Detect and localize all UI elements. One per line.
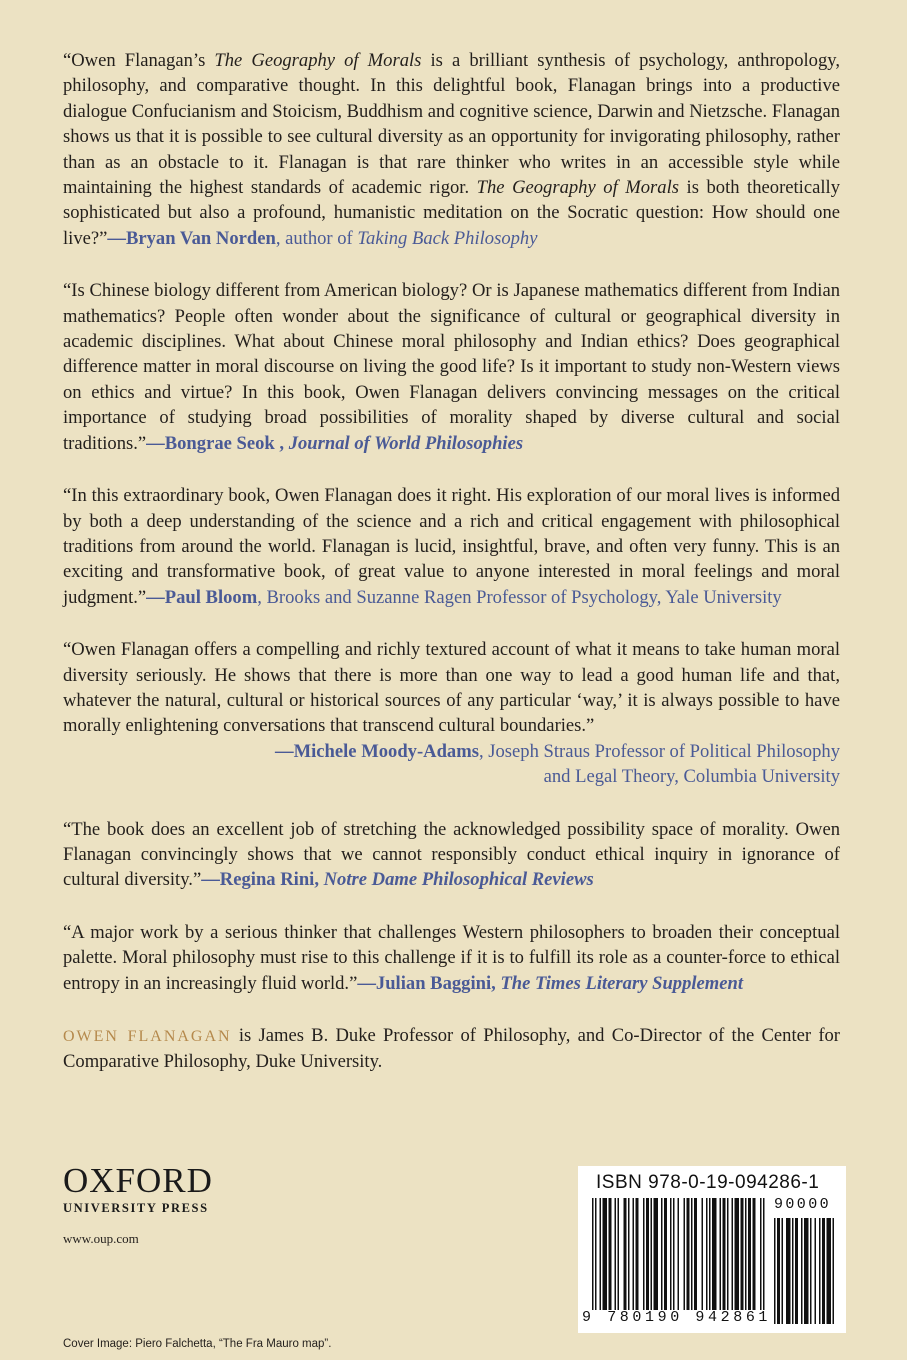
barcode-bar bbox=[654, 1198, 659, 1310]
quote-attribution: —Bryan Van Norden, author of Taking Back Philosophy bbox=[107, 227, 538, 249]
barcode-addon-bar bbox=[822, 1218, 825, 1324]
barcode-bar bbox=[670, 1198, 672, 1310]
barcode-bar bbox=[592, 1198, 594, 1310]
barcode-bar bbox=[636, 1198, 639, 1310]
barcode-bar bbox=[595, 1198, 597, 1310]
barcode-bar bbox=[720, 1198, 722, 1310]
barcode-addon-bar bbox=[786, 1218, 791, 1324]
blurbs-section bbox=[63, 48, 840, 1093]
publisher-name: OXFORD bbox=[63, 1161, 213, 1200]
barcode-addon-bar bbox=[774, 1218, 776, 1324]
barcode-bar bbox=[609, 1198, 612, 1310]
quote-attribution: —Paul Bloom, Brooks and Suzanne Ragen Professor of Psychology, Yale University bbox=[146, 586, 782, 608]
barcode-addon-bar bbox=[795, 1218, 798, 1324]
barcode-bar bbox=[732, 1198, 734, 1310]
barcode-bar bbox=[760, 1198, 762, 1310]
barcode-bar bbox=[691, 1198, 693, 1310]
barcode-bar bbox=[633, 1198, 635, 1310]
quote-attribution: —Bongrae Seok , Journal of World Philosophies bbox=[146, 432, 524, 454]
review-quote-5: “The book does an excellent job of stretching the acknowledged possibility space of morality. Owen Flanagan convincingly shows that we cannot responsibly conduct ethical inquiry in ignorance of cultural diversity.”—Regina Rini, Notre Dame Philosophical Reviews bbox=[63, 818, 840, 891]
isbn-number: ISBN 978-0-19-094286-1 bbox=[596, 1172, 820, 1193]
barcode-addon-bar bbox=[827, 1218, 832, 1324]
barcode-bar bbox=[628, 1198, 630, 1310]
quote-attribution: —Regina Rini, Notre Dame Philosophical Reviews bbox=[201, 869, 594, 891]
review-quote-2: “Is Chinese biology different from American biology? Or is Japanese mathematics different from Indian mathematics? People often wonder about the significance of cultural or geographical diversity in academic disciplines. What about Chinese moral philosophy and Indian ethics? Does geographical difference matter in moral discourse on living the good life? Is it important to study non-Western views on ethics and virtue? In this book, Owen Flanagan delivers convincing messages on the critical importance of studying broad possibilities of morality shaped by diverse cultural and social traditions.”—Bongrae Seok , Journal of World Philosophies bbox=[63, 280, 840, 454]
barcode-bar bbox=[753, 1198, 756, 1310]
barcode-bar bbox=[673, 1198, 675, 1310]
barcode-bar bbox=[727, 1198, 729, 1310]
barcode-addon-bar bbox=[810, 1218, 812, 1324]
barcode-bar bbox=[763, 1198, 765, 1310]
barcode-bar bbox=[603, 1198, 608, 1310]
barcode-bar bbox=[694, 1198, 697, 1310]
cover-image-credit: Cover Image: Piero Falchetta, “The Fra Mauro map”. bbox=[63, 1338, 332, 1350]
barcode-digits: 9 780190 942861 bbox=[582, 1309, 772, 1326]
barcode-bar bbox=[741, 1198, 744, 1310]
barcode-bar bbox=[706, 1198, 708, 1310]
review-quote-4: “Owen Flanagan offers a compelling and richly textured account of what it means to take human moral diversity seriously. He shows that there is more than one way to lead a good human life and that, whatever the natural, cultural or historical sources of any particular ‘way,’ it is always possible to have morally enlightening conversations that transcend cultural boundaries.” —Michele Moody-Adams, Joseph Straus Professor of Political Philosophy and Legal Theory, Columbia University bbox=[63, 637, 840, 789]
publisher-url: www.oup.com bbox=[63, 1231, 139, 1246]
barcode-bar bbox=[651, 1198, 653, 1310]
barcode-addon-bar bbox=[782, 1218, 784, 1324]
quote-attribution: —Michele Moody-Adams, Joseph Straus Professor of Political Philosophy and Legal Theory, Columbia University bbox=[274, 740, 840, 788]
publisher-logo bbox=[63, 1163, 213, 1216]
barcode-addon-bar bbox=[777, 1218, 780, 1324]
barcode-bar bbox=[709, 1198, 711, 1310]
barcode-bar bbox=[643, 1198, 645, 1310]
barcode-bar bbox=[684, 1198, 686, 1310]
barcode-addon-bar bbox=[792, 1218, 794, 1324]
barcode-bar bbox=[723, 1198, 726, 1310]
barcode-bar bbox=[646, 1198, 649, 1310]
barcode-bar bbox=[678, 1198, 680, 1310]
barcode-bar bbox=[664, 1198, 667, 1310]
publisher-subtitle: UNIVERSITY PRESS bbox=[63, 1201, 209, 1215]
barcode-addon-bar bbox=[833, 1218, 835, 1324]
review-quote-6: “A major work by a serious thinker that challenges Western philosophers to broaden their conceptual palette. Moral philosophy must rise to this challenge if it is to fulfill its role as a counter-force to ethical entropy in an increasingly fluid world.”—Julian Baggini, The Times Literary Supplement bbox=[63, 921, 840, 994]
barcode-bar bbox=[745, 1198, 747, 1310]
barcode-bar bbox=[735, 1198, 740, 1310]
barcode-addon-bar bbox=[819, 1218, 821, 1324]
barcode-bar bbox=[687, 1198, 690, 1310]
review-quote-3: “In this extraordinary book, Owen Flanagan does it right. His exploration of our moral lives is informed by both a deep understanding of the science and a rich and critical engagement with philosophical traditions from around the world. Flanagan is lucid, insightful, brave, and often very funny. This is an exciting and transformative book, of great value to anyone interested in moral feelings and moral judgment.”—Paul Bloom, Brooks and Suzanne Ragen Professor of Psychology, Yale University bbox=[63, 485, 840, 608]
barcode-addon-digits: 90000 bbox=[774, 1196, 832, 1213]
author-name: OWEN FLANAGAN bbox=[63, 1028, 232, 1045]
barcode-bar bbox=[624, 1198, 627, 1310]
barcode-addon-bar bbox=[801, 1218, 803, 1324]
barcode-bar bbox=[615, 1198, 617, 1310]
author-bio: OWEN FLANAGAN is James B. Duke Professor of Philosophy, and Co-Director of the Center for Comparative Philosophy, Duke University. bbox=[63, 1025, 840, 1073]
barcode-bar bbox=[702, 1198, 704, 1310]
quote-attribution: —Julian Baggini, The Times Literary Supplement bbox=[357, 972, 744, 994]
review-quote-1: “Owen Flanagan’s The Geography of Morals is a brilliant synthesis of psychology, anthropology, philosophy, and comparative thought. In this delightful book, Flanagan brings into a productive dialogue Confucianism and Stoicism, Buddhism and cognitive science, Darwin and Nietzsche. Flanagan shows us that it is possible to see cultural diversity as an opportunity for invigorating philosophy, rather than as an obstacle to it. Flanagan is that rare thinker who writes in an accessible style while maintaining the highest standards of academic rigor. The Geography of Morals is both theoretically sophisticated but also a profound, humanistic meditation on the Socratic question: How should one live?”—Bryan Van Norden, author of Taking Back Philosophy bbox=[63, 50, 840, 249]
barcode-bar bbox=[712, 1198, 717, 1310]
barcode-addon-bar bbox=[815, 1218, 817, 1324]
barcode-bar bbox=[661, 1198, 663, 1310]
barcode-bar bbox=[618, 1198, 620, 1310]
barcode-bar bbox=[748, 1198, 751, 1310]
isbn-barcode bbox=[578, 1166, 846, 1333]
barcode-bar bbox=[600, 1198, 602, 1310]
barcode-addon-bar bbox=[804, 1218, 809, 1324]
